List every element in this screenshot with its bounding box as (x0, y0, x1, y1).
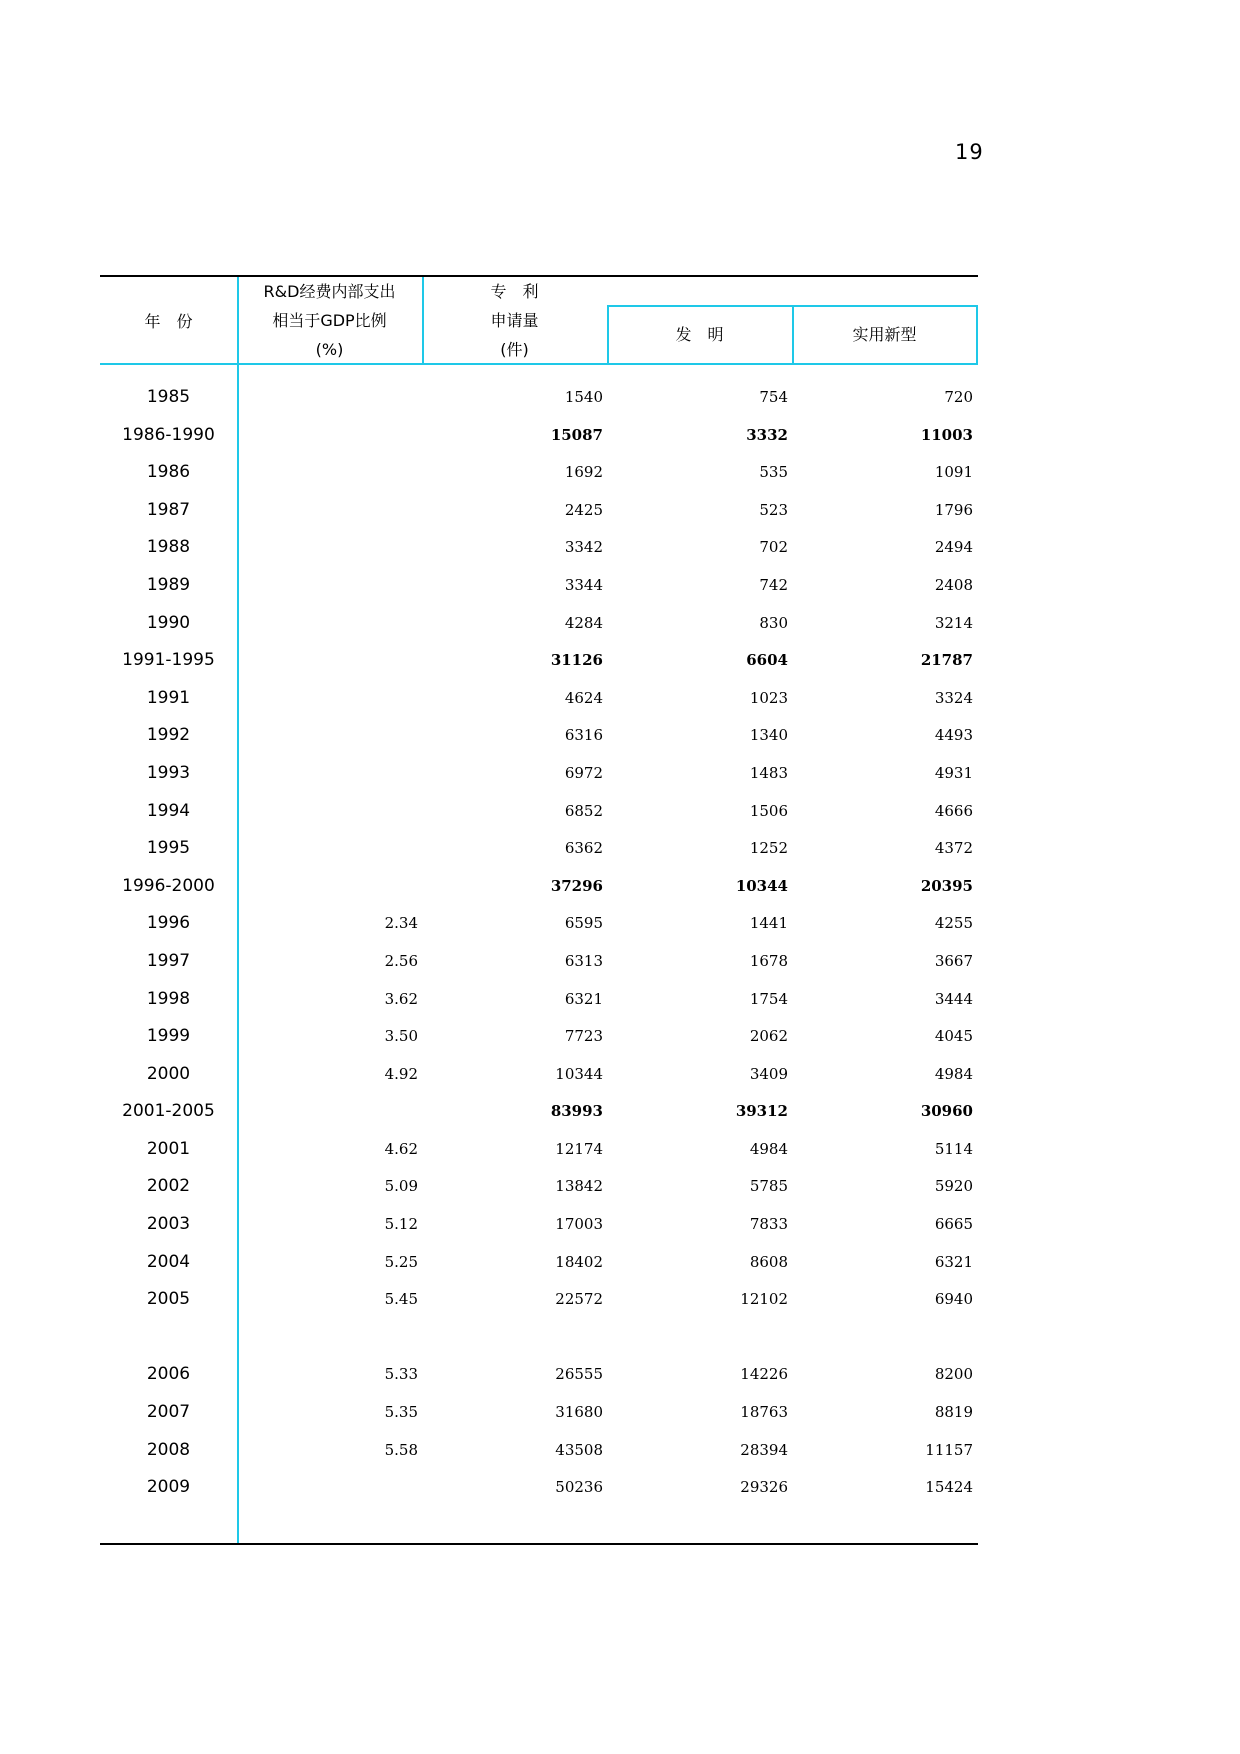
invention-cell: 1678 (749, 951, 788, 970)
subheader-top-line (607, 305, 978, 307)
invention-cell: 3332 (746, 425, 788, 444)
header-utility-model (792, 320, 977, 349)
table-row (100, 1206, 978, 1244)
invention-cell: 754 (759, 388, 788, 406)
header-patent-line2: 申请量 (490, 311, 539, 330)
patent-cell: 37296 (550, 876, 603, 895)
table-row (100, 1131, 978, 1169)
patent-cell: 2425 (564, 500, 603, 519)
utility-model-cell: 11003 (920, 425, 973, 444)
table-row (100, 1244, 978, 1282)
patent-cell: 31680 (555, 1403, 603, 1422)
utility-model-cell: 4666 (934, 801, 973, 820)
year-cell: 2005 (146, 1289, 191, 1310)
patent-cell: 26555 (555, 1365, 603, 1384)
patent-cell: 7723 (564, 1027, 603, 1046)
patent-cell: 6595 (564, 914, 603, 933)
invention-cell: 523 (759, 500, 788, 519)
invention-cell: 10344 (735, 876, 788, 895)
table-row (100, 1394, 978, 1432)
year-cell: 2003 (146, 1214, 191, 1235)
table-row (100, 1168, 978, 1206)
patent-cell: 50236 (555, 1478, 603, 1497)
patent-cell: 3342 (564, 538, 603, 557)
invention-cell: 8608 (749, 1252, 788, 1271)
rd-ratio-cell: 4.62 (384, 1139, 418, 1158)
table-row (100, 529, 978, 567)
year-cell: 2007 (146, 1402, 191, 1423)
year-cell: 2001-2005 (122, 1101, 215, 1122)
year-cell: 2001 (146, 1138, 191, 1159)
year-cell: 1993 (146, 762, 191, 783)
patent-cell: 15087 (550, 425, 603, 444)
invention-cell: 3409 (749, 1064, 788, 1083)
invention-cell: 1340 (749, 726, 788, 745)
table-row (100, 642, 978, 680)
utility-model-cell: 21787 (920, 651, 973, 670)
year-cell: 1997 (146, 950, 191, 971)
rd-ratio-cell: 5.33 (384, 1365, 418, 1384)
rd-ratio-cell: 4.92 (384, 1064, 418, 1083)
year-cell: 1996 (146, 913, 191, 934)
patent-cell: 12174 (555, 1139, 603, 1158)
rd-ratio-cell: 5.58 (384, 1440, 418, 1459)
invention-cell: 28394 (740, 1440, 788, 1459)
patent-cell: 43508 (555, 1440, 603, 1459)
year-cell: 1988 (146, 537, 191, 558)
invention-cell: 535 (759, 463, 788, 482)
utility-model-cell: 8200 (934, 1365, 973, 1384)
invention-cell: 5785 (749, 1177, 788, 1196)
invention-cell: 1023 (749, 688, 788, 707)
year-cell: 1992 (146, 725, 191, 746)
statistics-table (100, 275, 978, 1545)
year-cell: 1996-2000 (122, 875, 215, 896)
year-cell: 1991-1995 (122, 650, 215, 671)
utility-model-cell: 6940 (934, 1290, 973, 1309)
utility-model-cell: 3214 (934, 613, 973, 632)
utility-model-cell: 2494 (934, 538, 973, 557)
invention-cell: 14226 (740, 1365, 788, 1384)
patent-cell: 6316 (564, 726, 603, 745)
year-cell: 1998 (146, 988, 191, 1009)
table-row (100, 605, 978, 643)
header-rd-line1: R&D经费内部支出 (263, 282, 396, 301)
year-cell: 2000 (146, 1063, 191, 1084)
utility-model-cell: 2408 (934, 575, 973, 594)
header-rd-line3: (%) (315, 340, 344, 359)
table-row (100, 755, 978, 793)
table-row (100, 379, 978, 417)
invention-cell: 7833 (749, 1215, 788, 1234)
table-row (100, 793, 978, 831)
invention-cell: 1483 (749, 763, 788, 782)
table-row (100, 1056, 978, 1094)
rd-ratio-cell: 2.34 (384, 914, 418, 933)
year-cell: 1989 (146, 574, 191, 595)
year-cell: 1999 (146, 1026, 191, 1047)
invention-cell: 1252 (749, 839, 788, 858)
table-row (100, 830, 978, 868)
header-rd-line2: 相当于GDP比例 (272, 311, 387, 330)
year-cell: 1986-1990 (122, 424, 215, 445)
invention-cell: 6604 (746, 651, 788, 670)
header-patent-line1: 专 利 (490, 282, 539, 301)
invention-cell: 2062 (749, 1027, 788, 1046)
patent-cell: 4624 (564, 688, 603, 707)
utility-model-cell: 1796 (934, 500, 973, 519)
patent-cell: 3344 (564, 575, 603, 594)
header-year (100, 307, 237, 336)
year-cell: 1994 (146, 800, 191, 821)
table-row (100, 454, 978, 492)
patent-cell: 17003 (555, 1215, 603, 1234)
year-cell: 1995 (146, 838, 191, 859)
table-row (100, 717, 978, 755)
patent-cell: 13842 (555, 1177, 603, 1196)
year-cell: 1986 (146, 462, 191, 483)
table-row (100, 1018, 978, 1056)
utility-model-cell: 4255 (934, 914, 973, 933)
invention-cell: 1441 (749, 914, 788, 933)
year-cell: 2002 (146, 1176, 191, 1197)
utility-model-cell: 6665 (934, 1215, 973, 1234)
utility-model-cell: 4045 (934, 1027, 973, 1046)
year-cell: 2008 (146, 1439, 191, 1460)
utility-model-cell: 15424 (925, 1478, 973, 1497)
rd-ratio-cell: 5.45 (384, 1290, 418, 1309)
header-invention (607, 320, 792, 349)
rd-ratio-cell: 5.09 (384, 1177, 418, 1196)
utility-model-cell: 4493 (934, 726, 973, 745)
invention-cell: 39312 (735, 1102, 788, 1121)
invention-cell: 1754 (749, 989, 788, 1008)
table-row (100, 905, 978, 943)
utility-model-cell: 8819 (934, 1403, 973, 1422)
table-row (100, 1469, 978, 1507)
patent-cell: 18402 (555, 1252, 603, 1271)
rd-ratio-cell: 5.25 (384, 1252, 418, 1271)
invention-cell: 18763 (740, 1403, 788, 1422)
bottom-rule (100, 1543, 978, 1545)
invention-cell: 830 (759, 613, 788, 632)
year-cell: 2006 (146, 1364, 191, 1385)
year-cell: 1987 (146, 499, 191, 520)
invention-cell: 12102 (740, 1290, 788, 1309)
rd-ratio-cell: 5.35 (384, 1403, 418, 1422)
table-row (100, 492, 978, 530)
patent-cell: 4284 (564, 613, 603, 632)
header-year-label: 年 份 (144, 312, 193, 331)
year-cell: 1991 (146, 687, 191, 708)
rd-ratio-cell: 5.12 (384, 1215, 418, 1234)
utility-model-cell: 5920 (934, 1177, 973, 1196)
patent-cell: 22572 (555, 1290, 603, 1309)
utility-model-cell: 30960 (920, 1102, 973, 1121)
table-row (100, 567, 978, 605)
patent-cell: 31126 (550, 651, 603, 670)
utility-model-cell: 4931 (934, 763, 973, 782)
table-row (100, 981, 978, 1019)
utility-model-cell: 6321 (934, 1252, 973, 1271)
patent-cell: 6313 (564, 951, 603, 970)
patent-cell: 10344 (555, 1064, 603, 1083)
utility-model-cell: 3667 (934, 951, 973, 970)
header-utility-label: 实用新型 (852, 325, 917, 344)
utility-model-cell: 3444 (934, 989, 973, 1008)
table-row (100, 1432, 978, 1470)
invention-cell: 29326 (740, 1478, 788, 1497)
patent-cell: 6321 (564, 989, 603, 1008)
header-patent-line3: (件) (500, 340, 529, 359)
invention-cell: 4984 (749, 1139, 788, 1158)
table-row (100, 943, 978, 981)
table-row (100, 1281, 978, 1319)
year-cell: 2009 (146, 1477, 191, 1498)
patent-cell: 6972 (564, 763, 603, 782)
year-cell: 1985 (146, 387, 191, 407)
table-row (100, 1093, 978, 1131)
utility-model-cell: 1091 (934, 463, 973, 482)
utility-model-cell: 4372 (934, 839, 973, 858)
utility-model-cell: 20395 (920, 876, 973, 895)
patent-cell: 83993 (550, 1102, 603, 1121)
header-patent-applications (422, 277, 607, 364)
utility-model-cell: 11157 (925, 1440, 973, 1459)
year-cell: 2004 (146, 1251, 191, 1272)
patent-cell: 1692 (564, 463, 603, 482)
utility-model-cell: 720 (944, 388, 973, 406)
invention-cell: 742 (759, 575, 788, 594)
patent-cell: 1540 (564, 388, 603, 406)
patent-cell: 6362 (564, 839, 603, 858)
invention-cell: 1506 (749, 801, 788, 820)
table-row (100, 680, 978, 718)
utility-model-cell: 3324 (934, 688, 973, 707)
table-body (100, 379, 978, 1507)
rd-ratio-cell: 2.56 (384, 951, 418, 970)
patent-cell: 6852 (564, 801, 603, 820)
year-cell: 1990 (146, 612, 191, 633)
invention-cell: 702 (759, 538, 788, 557)
page-number: 19 (955, 140, 984, 164)
table-row (100, 1319, 978, 1394)
header-invention-label: 发 明 (675, 325, 724, 344)
utility-model-cell: 5114 (934, 1139, 973, 1158)
table-row (100, 417, 978, 455)
rd-ratio-cell: 3.62 (384, 989, 418, 1008)
table-row (100, 868, 978, 906)
header-rd-ratio (237, 277, 422, 364)
rd-ratio-cell: 3.50 (384, 1027, 418, 1046)
utility-model-cell: 4984 (934, 1064, 973, 1083)
